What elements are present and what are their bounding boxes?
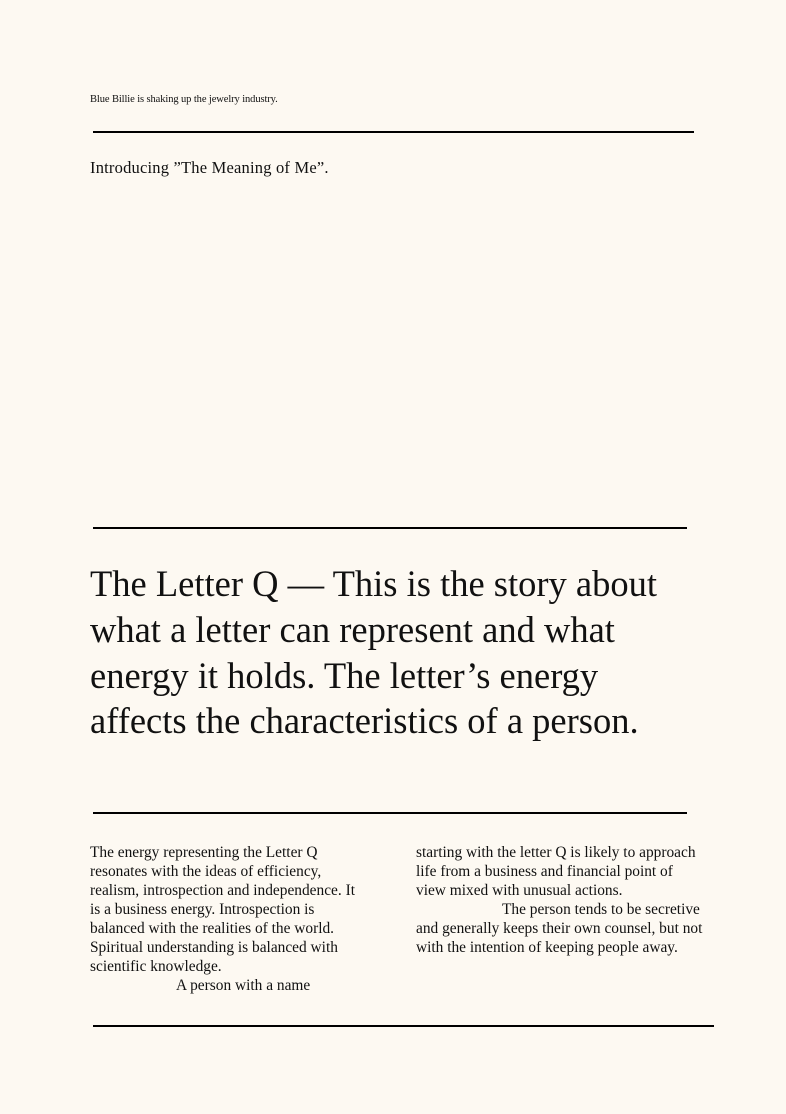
body-paragraph: starting with the letter Q is likely to approach life from a business and financial point of view mixed with unusual actions. (416, 844, 696, 899)
divider-top (93, 131, 694, 133)
kicker-text: Blue Billie is shaking up the jewelry industry. (90, 94, 278, 105)
body-paragraph: A person with a name (176, 977, 311, 994)
divider-below-headline (93, 812, 687, 814)
body-paragraph: The person tends to be secretive and generally keeps their own counsel, but not with the intention of keeping people away. (416, 901, 703, 956)
headline: The Letter Q — This is the story about what a letter can represent and what energy it holds. The letter’s energy affects the characteristics of a person. (90, 563, 657, 742)
intro-text: Introducing ”The Meaning of Me”. (90, 158, 329, 177)
body-paragraph: The energy representing the Letter Q resonates with the ideas of efficiency, realism, introspection and independence. It is a business energy. Introspection is balanced with the realities of the world. Spiritual understanding is balanced with scientific knowledge. (90, 844, 355, 975)
divider-bottom (93, 1025, 714, 1027)
body-column-right (416, 843, 706, 957)
body-column-left (90, 843, 360, 995)
divider-above-headline (93, 527, 687, 529)
